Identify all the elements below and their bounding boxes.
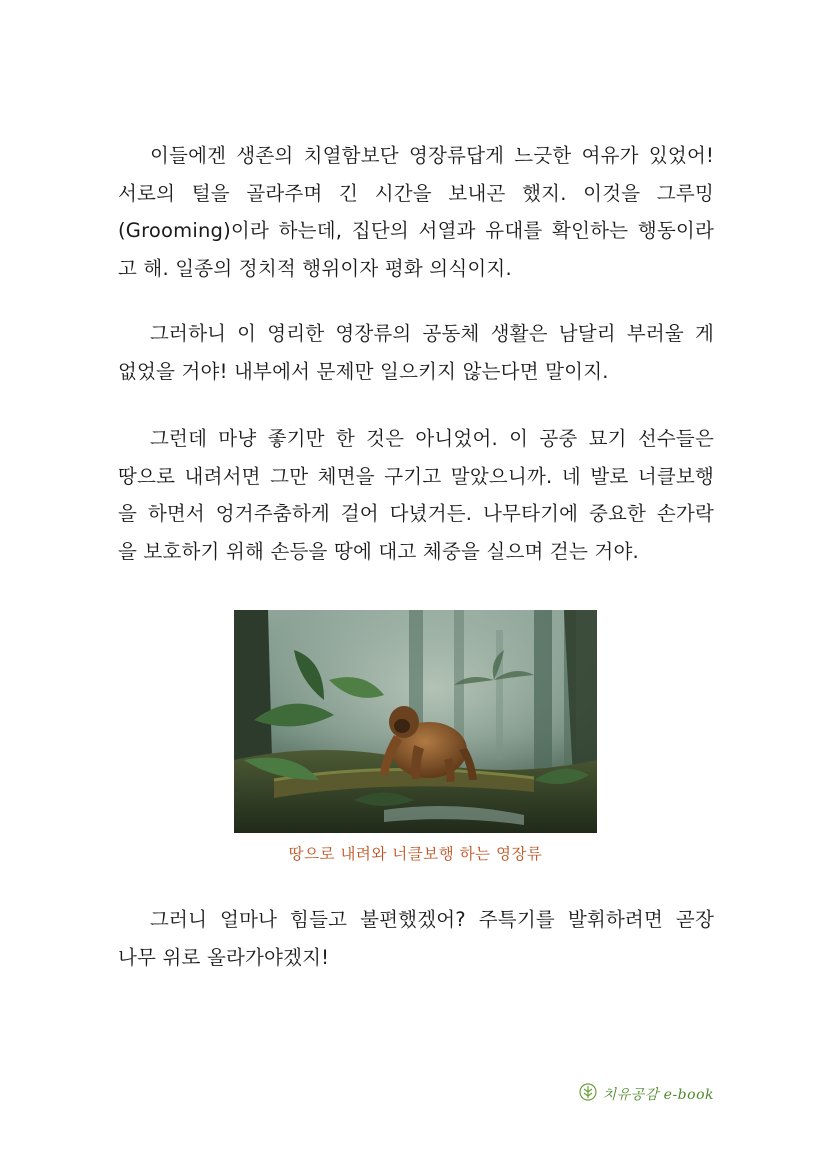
paragraph-line: 서로의 털을 골라주며 긴 시간을 보내곤 했지. 이것을 그루밍 (118, 181, 714, 205)
paragraph-line: 그러하니 이 영리한 영장류의 공동체 생활은 남달리 부러울 게 (150, 322, 714, 345)
paragraph-line: 없었을 거야! 내부에서 문제만 일으키지 않는다면 말이지. (118, 359, 609, 383)
paragraph-2 (118, 315, 714, 390)
paragraph-line: 을 보호하기 위해 손등을 땅에 대고 체중을 실으며 걷는 거야. (118, 539, 639, 563)
leaf-logo-icon (579, 1083, 597, 1105)
paragraph-line: 그러니 얼마나 힘들고 불편했겠어? 주특기를 발휘하려면 곧장 (150, 908, 714, 931)
brand-name: 치유공감 e-book (602, 1087, 714, 1103)
paragraph-line: 이들에겐 생존의 치열함보단 영장류답게 느긋한 여유가 있었어! (150, 144, 714, 167)
paragraph-4 (118, 901, 714, 976)
paragraph-3 (118, 420, 714, 570)
paragraph-line: (Grooming)이라 하는데, 집단의 서열과 유대를 확인하는 행동이라 (118, 219, 714, 242)
paragraph-line: 을 하면서 엉거주춤하게 걸어 다녔거든. 나무타기에 중요한 손가락 (118, 502, 714, 525)
paragraph-line: 고 해. 일종의 정치적 행위이자 평화 의식이지. (118, 256, 512, 280)
orangutan-jungle-image (234, 610, 597, 833)
paragraph-line: 그런데 마냥 좋기만 한 것은 아니었어. 이 공중 묘기 선수들은 (150, 427, 714, 450)
paragraph-line: 나무 위로 올라가야겠지! (118, 945, 330, 969)
footer-brand (579, 1083, 714, 1105)
paragraph-line: 땅으로 내려서면 그만 체면을 구기고 말았으니까. 네 발로 너클보행 (118, 464, 714, 488)
paragraph-1 (118, 137, 714, 287)
figure-caption: 땅으로 내려와 너클보행 하는 영장류 (288, 845, 543, 863)
